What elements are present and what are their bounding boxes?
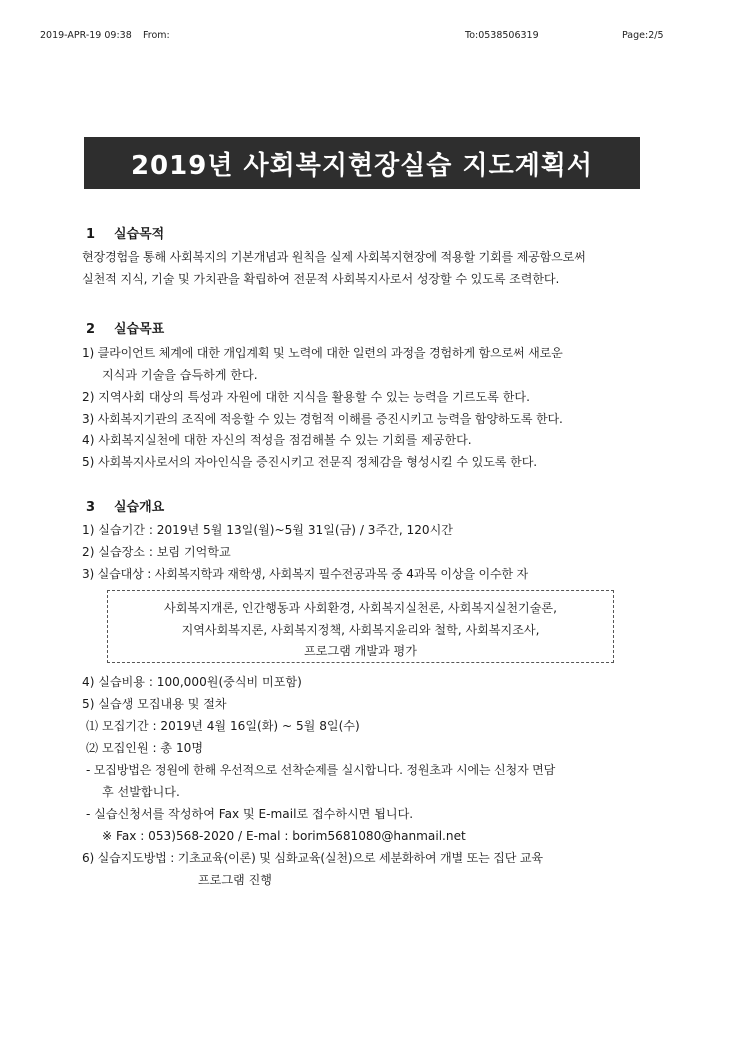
recruitment-method: - 모집방법은 정원에 한해 우선적으로 선착순제를 실시합니다. 정원초과 시에는 신청자 면담 [86, 763, 556, 777]
section2-line: 3) 사회복지기관의 조직에 적응할 수 있는 경험적 이해를 증진시키고 능력을 함양하도록 한다. [82, 412, 563, 426]
course-list-line: 지역사회복지론, 사회복지정책, 사회복지윤리와 철학, 사회복지조사, [181, 623, 540, 637]
section3-heading [86, 496, 164, 515]
fax-to: To:0538506319 [465, 30, 539, 41]
section1-title: 실습목적 [114, 227, 165, 242]
fax-datetime: 2019-APR-19 09:38 [40, 30, 132, 41]
course-list-line: 프로그램 개발과 평가 [304, 644, 417, 658]
section1-number: 1 [86, 227, 96, 242]
fax-header [0, 30, 744, 46]
document-title: 2019년 사회복지현장실습 지도계획서 [130, 150, 594, 181]
practicum-place: 2) 실습장소 : 보림 기억학교 [82, 545, 231, 559]
application-instruction: - 실습신청서를 작성하여 Fax 및 E-mail로 접수하시면 됩니다. [86, 807, 414, 821]
section3-number: 3 [86, 500, 96, 515]
course-list-line: 사회복지개론, 인간행동과 사회환경, 사회복지실천론, 사회복지실천기술론, [164, 601, 557, 615]
practicum-target: 3) 실습대상 : 사회복지학과 재학생, 사회복지 필수전공과목 중 4과목 이상을 이수한 자 [82, 567, 529, 581]
section2-heading [86, 318, 164, 337]
guidance-method-cont: 프로그램 진행 [198, 873, 272, 887]
section1-line: 실천적 지식, 기술 및 가치관을 확립하여 전문적 사회복지사로서 성장할 수 있도록 조력한다. [82, 272, 560, 286]
section1-line: 현장경험을 통해 사회복지의 기본개념과 원칙을 실제 사회복지현장에 적용할 기회를 제공함으로써 [82, 250, 586, 264]
contact-info: ※ Fax : 053)568-2020 / E-mal : borim5681080@hanmail.net [102, 829, 466, 843]
guidance-method: 6) 실습지도방법 : 기초교육(이론) 및 심화교육(실천)으로 세분화하여 개별 또는 집단 교육 [82, 851, 543, 865]
practicum-cost: 4) 실습비용 : 100,000원(중식비 미포함) [82, 675, 302, 689]
recruitment-count: ⑵ 모집인원 : 총 10명 [86, 741, 204, 755]
recruitment-heading: 5) 실습생 모집내용 및 절차 [82, 697, 227, 711]
section2-title: 실습목표 [114, 322, 165, 337]
recruitment-method-cont: 후 선발합니다. [102, 785, 180, 799]
fax-from: From: [143, 30, 170, 41]
section3-title: 실습개요 [114, 500, 165, 515]
section1-heading [86, 223, 164, 242]
section2-line: 1) 클라이언트 체계에 대한 개입계획 및 노력에 대한 일련의 과정을 경험하게 함으로써 새로운 [82, 346, 563, 360]
required-courses-box [107, 590, 614, 663]
section2-line: 2) 지역사회 대상의 특성과 자원에 대한 지식을 활용할 수 있는 능력을 기르도록 한다. [82, 390, 530, 404]
fax-page: Page:2/5 [622, 30, 664, 41]
section2-line: 4) 사회복지실천에 대한 자신의 적성을 점검해볼 수 있는 기회를 제공한다. [82, 433, 472, 447]
section2-line: 5) 사회복지사로서의 자아인식을 증진시키고 전문직 정체감을 형성시킬 수 있도록 한다. [82, 455, 538, 469]
section2-number: 2 [86, 322, 96, 337]
practicum-period: 1) 실습기간 : 2019년 5월 13일(월)~5월 31일(금) / 3주간, 120시간 [82, 523, 453, 537]
document-title-bar [84, 137, 640, 189]
section2-line: 지식과 기술을 습득하게 한다. [102, 368, 258, 382]
recruitment-period: ⑴ 모집기간 : 2019년 4월 16일(화) ~ 5월 8일(수) [86, 719, 360, 733]
